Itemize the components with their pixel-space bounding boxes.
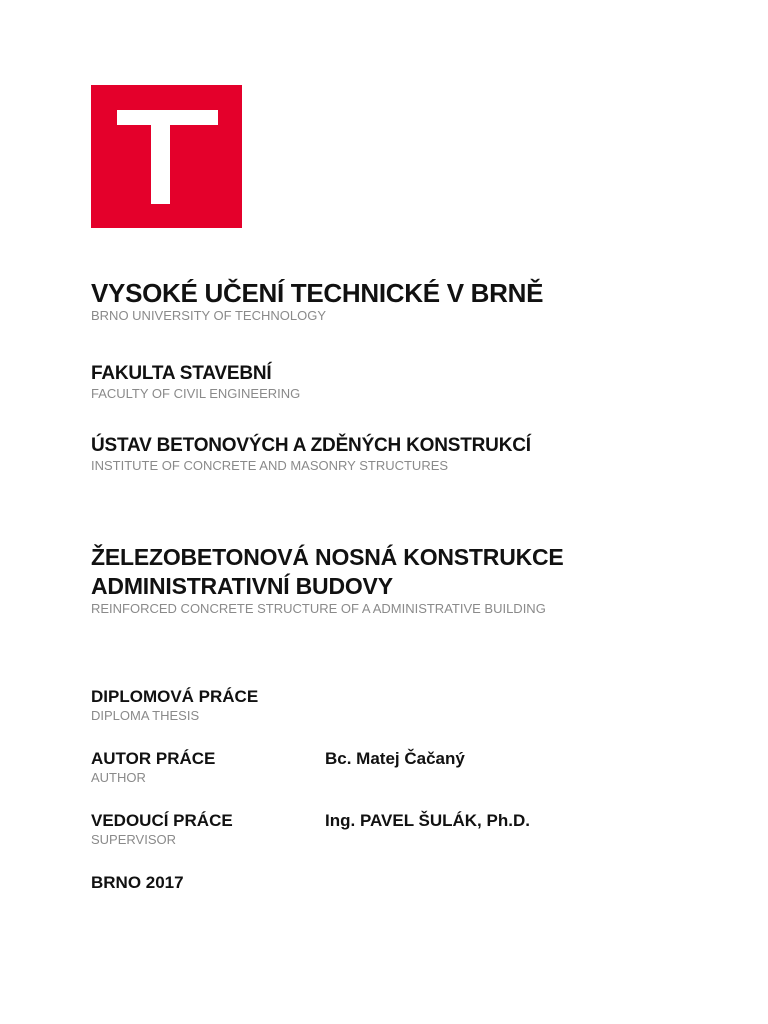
- thesis-title-en: REINFORCED CONCRETE STRUCTURE OF A ADMINISTRATIVE BUILDING: [91, 601, 546, 616]
- thesis-title-line2: ADMINISTRATIVNÍ BUDOVY: [91, 573, 393, 599]
- university-block: [91, 278, 711, 324]
- supervisor-label-cz: VEDOUCÍ PRÁCE: [91, 811, 233, 830]
- institute-name-en: INSTITUTE OF CONCRETE AND MASONRY STRUCTURES: [91, 458, 449, 473]
- logo-t-stem: [151, 110, 170, 204]
- place-year: BRNO 2017: [91, 873, 184, 892]
- university-logo: [91, 85, 242, 228]
- place-year-block: [91, 872, 711, 894]
- author-label-cz: AUTOR PRÁCE: [91, 749, 216, 768]
- faculty-name-cz: FAKULTA STAVEBNÍ: [91, 363, 272, 384]
- faculty-block: [91, 362, 711, 402]
- author-label-en: AUTHOR: [91, 770, 146, 785]
- supervisor-name: Ing. PAVEL ŠULÁK, Ph.D.: [325, 811, 530, 830]
- thesis-type-cz: DIPLOMOVÁ PRÁCE: [91, 687, 259, 706]
- institute-block: [91, 434, 711, 474]
- author-name: Bc. Matej Čačaný: [325, 749, 465, 768]
- supervisor-label-en: SUPERVISOR: [91, 832, 177, 847]
- institute-name-cz: ÚSTAV BETONOVÝCH A ZDĚNÝCH KONSTRUKCÍ: [91, 435, 531, 456]
- thesis-title-block: [91, 543, 711, 617]
- thesis-type-block: [91, 686, 711, 724]
- faculty-name-en: FACULTY OF CIVIL ENGINEERING: [91, 386, 301, 401]
- thesis-type-en: DIPLOMA THESIS: [91, 708, 200, 723]
- university-name-cz: VYSOKÉ UČENÍ TECHNICKÉ V BRNĚ: [91, 278, 544, 308]
- university-name-en: BRNO UNIVERSITY OF TECHNOLOGY: [91, 308, 327, 323]
- thesis-title-line1: ŽELEZOBETONOVÁ NOSNÁ KONSTRUKCE: [91, 544, 564, 570]
